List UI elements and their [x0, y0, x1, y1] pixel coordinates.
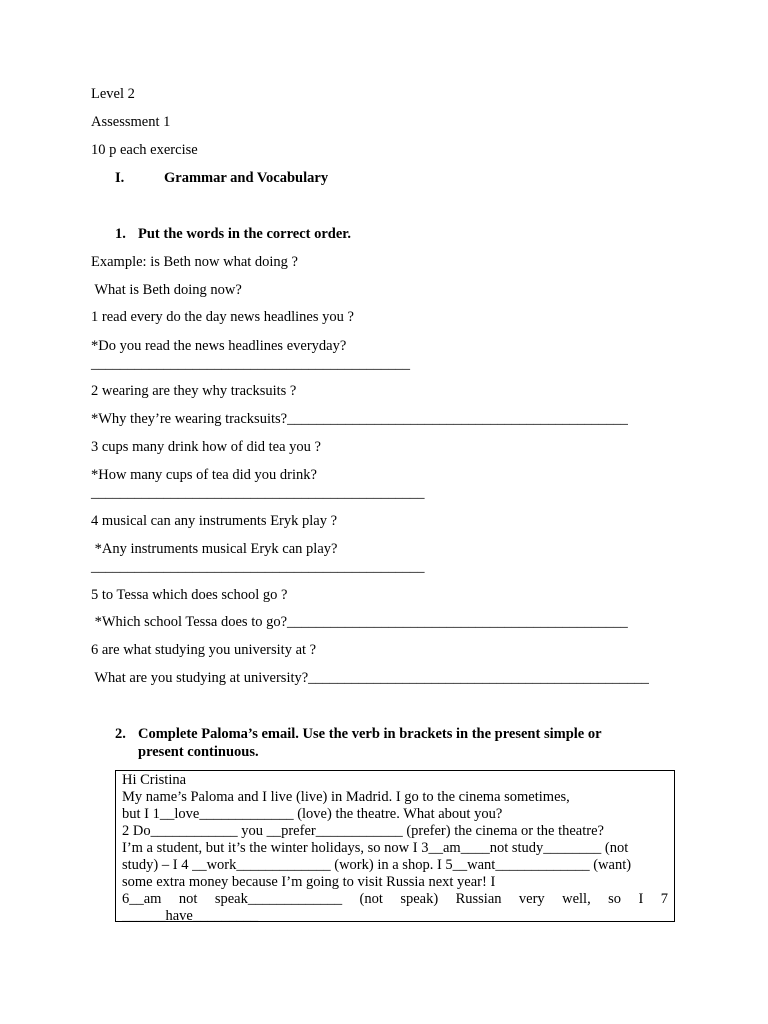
- exercise1-number: 1.: [115, 226, 126, 242]
- exercise1-line: *Do you read the news headlines everyday?: [91, 338, 347, 354]
- level-label: Level 2: [91, 86, 135, 102]
- answer-blank-line: ____________________________________________: [91, 356, 410, 372]
- exercise1-line: *Any instruments musical Eryk can play?: [91, 541, 338, 557]
- answer-blank-line: ______________________________________________: [91, 559, 425, 575]
- email-line: Hi Cristina: [122, 772, 187, 788]
- exercise1-line: 2 wearing are they why tracksuits ?: [91, 383, 297, 399]
- exercise1-line: *Why they’re wearing tracksuits?_______________________________________________: [91, 411, 628, 427]
- exercise1-line: 5 to Tessa which does school go ?: [91, 587, 288, 603]
- exercise1-line: Example: is Beth now what doing ?: [91, 254, 298, 270]
- email-line: study) – I 4 __work_____________ (work) in a shop. I 5__want_____________ (want): [122, 857, 632, 873]
- email-line: My name’s Paloma and I live (live) in Madrid. I go to the cinema sometimes,: [122, 789, 570, 805]
- exercise1-line: 1 read every do the day news headlines you ?: [91, 309, 354, 325]
- exercise1-line: What are you studying at university?_______________________________________________: [91, 670, 649, 686]
- section-title: Grammar and Vocabulary: [164, 170, 329, 186]
- email-line: I’m a student, but it’s the winter holidays, so now I 3__am____not study________ (not: [122, 840, 629, 856]
- email-line: but I 1__love_____________ (love) the theatre. What about you?: [122, 806, 503, 822]
- exercise1-title: Put the words in the correct order.: [138, 226, 352, 242]
- exercise1-line: *How many cups of tea did you drink?: [91, 467, 317, 483]
- email-word: speak_____________: [214, 891, 343, 907]
- assessment-label: Assessment 1: [91, 114, 171, 130]
- section-number: I.: [115, 170, 125, 186]
- email-line-justified: [122, 891, 668, 908]
- exercise1-line: 3 cups many drink how of did tea you ?: [91, 439, 321, 455]
- exercise2-title-line2: present continuous.: [138, 744, 259, 760]
- exercise1-line: 6 are what studying you university at ?: [91, 642, 317, 658]
- email-box: [115, 770, 675, 922]
- points-label: 10 p each exercise: [91, 142, 198, 158]
- email-line: some extra money because I’m going to visit Russia next year! I: [122, 874, 496, 890]
- answer-blank-line: ______________________________________________: [91, 485, 425, 501]
- exercise2-number: 2.: [115, 726, 126, 742]
- email-word: I: [638, 891, 644, 907]
- email-word: (not: [359, 891, 383, 907]
- email-word: not: [178, 891, 198, 907]
- exercise1-line: *Which school Tessa does to go?_______________________________________________: [91, 614, 628, 630]
- email-word: so: [608, 891, 622, 907]
- email-word: Russian: [455, 891, 502, 907]
- email-word: speak): [400, 891, 439, 907]
- email-word: well,: [562, 891, 591, 907]
- email-word: 6__am: [122, 891, 162, 907]
- exercise1-line: What is Beth doing now?: [91, 282, 242, 298]
- email-word: 7: [660, 891, 668, 907]
- email-word: very: [518, 891, 545, 907]
- exercise1-line: 4 musical can any instruments Eryk play ?: [91, 513, 338, 529]
- email-line: ______have_________: [122, 908, 259, 924]
- exercise2-title-line1: Complete Paloma’s email. Use the verb in brackets in the present simple or: [138, 726, 602, 742]
- email-line: 2 Do____________ you __prefer____________ (prefer) the cinema or the theatre?: [122, 823, 604, 839]
